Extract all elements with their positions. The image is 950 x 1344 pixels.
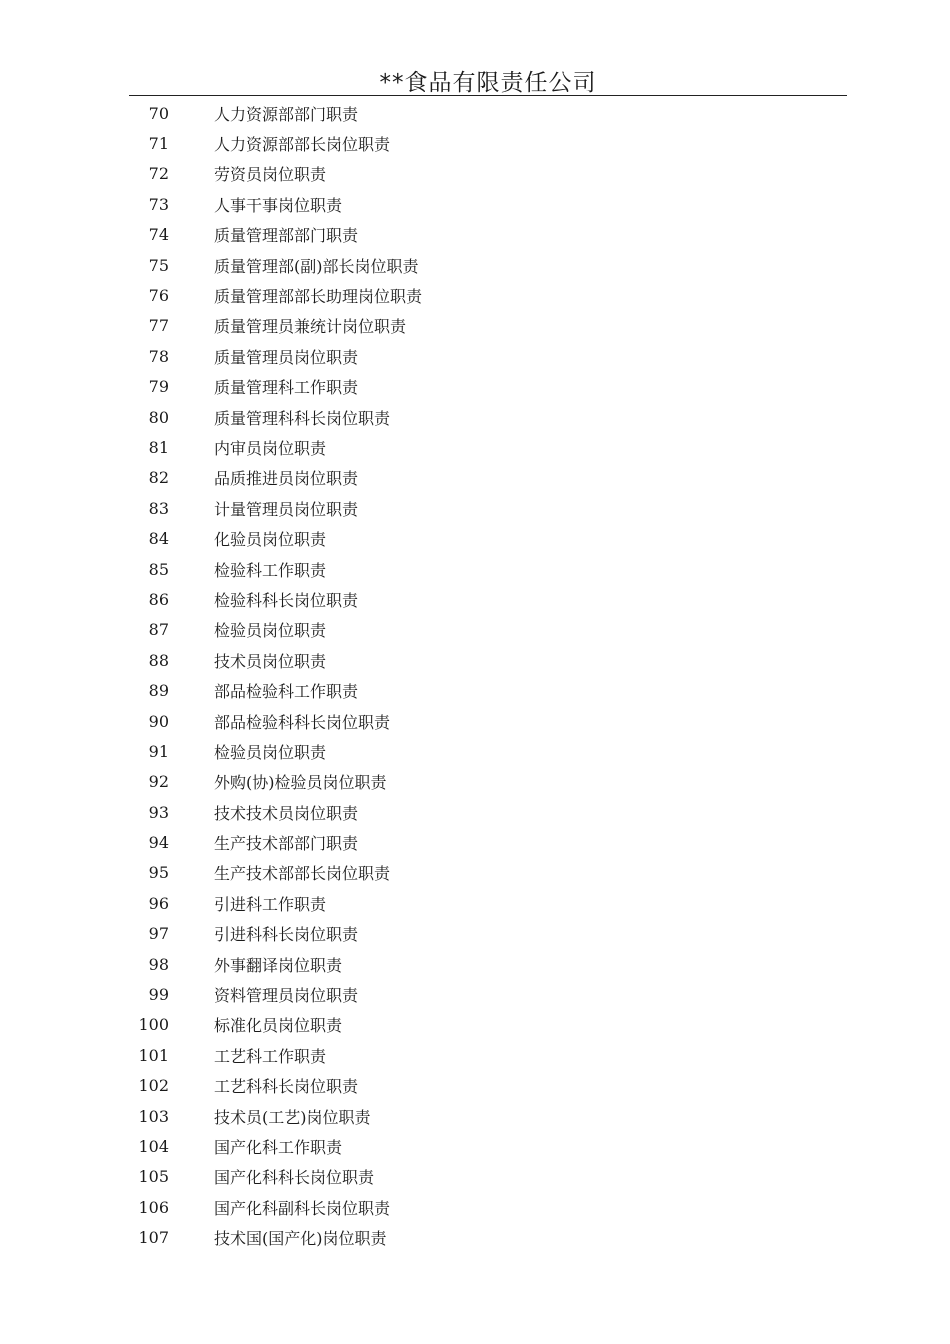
list-item [129,402,847,432]
item-label: 质量管理科工作职责 [214,378,359,398]
list-item [129,554,847,584]
list-item [129,706,847,736]
item-label: 工艺科科长岗位职责 [214,1077,359,1097]
item-number: 81 [148,437,169,457]
item-number: 103 [138,1106,169,1126]
item-label: 工艺科工作职责 [214,1046,327,1066]
item-number: 99 [148,985,169,1005]
list-item [129,341,847,371]
item-number: 104 [138,1136,169,1156]
list-item [129,827,847,857]
item-number: 85 [148,559,169,579]
item-number: 91 [148,741,169,761]
item-label: 国产化科科长岗位职责 [214,1168,375,1188]
item-number: 86 [148,589,169,609]
list-item [129,615,847,645]
item-number: 89 [148,681,169,701]
item-label: 国产化科副科长岗位职责 [214,1198,391,1218]
item-label: 外购(协)检验员岗位职责 [214,773,387,793]
item-number: 90 [148,711,169,731]
list-item [129,1192,847,1222]
list-item [129,736,847,766]
item-number: 92 [148,772,169,792]
item-number: 96 [148,893,169,913]
list-item [129,1010,847,1040]
item-label: 部品检验科工作职责 [214,682,359,702]
item-label: 人力资源部部门职责 [214,104,359,124]
item-label: 人力资源部部长岗位职责 [214,135,391,155]
item-label: 引进科科长岗位职责 [214,925,359,945]
item-label: 技术国(国产化)岗位职责 [214,1229,387,1249]
list-item [129,493,847,523]
item-label: 国产化科工作职责 [214,1137,343,1157]
item-number: 83 [148,498,169,518]
list-item [129,463,847,493]
item-label: 质量管理部部长助理岗位职责 [214,287,423,307]
item-number: 102 [138,1076,169,1096]
item-number: 107 [138,1228,169,1248]
list-item [129,98,847,128]
item-label: 技术员岗位职责 [214,651,327,671]
list-item [129,1162,847,1192]
item-label: 标准化员岗位职责 [214,1016,343,1036]
list-item [129,979,847,1009]
item-number: 100 [138,1015,169,1035]
item-label: 部品检验科科长岗位职责 [214,712,391,732]
document-list [129,98,847,1253]
list-item [129,797,847,827]
item-number: 98 [148,954,169,974]
item-label: 检验员岗位职责 [214,742,327,762]
list-item [129,858,847,888]
item-number: 97 [148,924,169,944]
item-label: 检验科工作职责 [214,560,327,580]
list-item [129,1222,847,1252]
item-label: 资料管理员岗位职责 [214,986,359,1006]
item-label: 检验员岗位职责 [214,621,327,641]
list-item [129,311,847,341]
list-item [129,584,847,614]
item-number: 105 [138,1167,169,1187]
list-item [129,372,847,402]
item-label: 引进科工作职责 [214,894,327,914]
list-item [129,280,847,310]
item-number: 74 [148,225,169,245]
item-number: 82 [148,468,169,488]
item-number: 70 [148,103,169,123]
list-item [129,1131,847,1161]
page-header [129,62,847,96]
list-item [129,159,847,189]
item-number: 95 [148,863,169,883]
item-label: 检验科科长岗位职责 [214,590,359,610]
item-number: 78 [148,346,169,366]
list-item [129,220,847,250]
item-label: 质量管理部部门职责 [214,226,359,246]
item-number: 72 [148,164,169,184]
item-number: 101 [138,1045,169,1065]
item-number: 87 [148,620,169,640]
item-label: 质量管理员兼统计岗位职责 [214,317,407,337]
list-item [129,645,847,675]
list-item [129,1101,847,1131]
item-number: 71 [148,134,169,154]
list-item [129,523,847,553]
item-label: 计量管理员岗位职责 [214,499,359,519]
item-label: 内审员岗位职责 [214,438,327,458]
item-label: 质量管理部(副)部长岗位职责 [214,256,419,276]
item-number: 106 [138,1197,169,1217]
list-item [129,949,847,979]
item-label: 外事翻译岗位职责 [214,955,343,975]
company-title: **食品有限责任公司 [379,70,597,96]
item-label: 劳资员岗位职责 [214,165,327,185]
list-item [129,888,847,918]
list-item [129,919,847,949]
item-number: 94 [148,833,169,853]
item-number: 76 [148,286,169,306]
item-label: 技术技术员岗位职责 [214,803,359,823]
item-number: 84 [148,529,169,549]
item-number: 77 [148,316,169,336]
list-item [129,128,847,158]
list-item [129,189,847,219]
list-item [129,250,847,280]
item-label: 生产技术部部门职责 [214,834,359,854]
item-label: 品质推进员岗位职责 [214,469,359,489]
item-label: 生产技术部部长岗位职责 [214,864,391,884]
list-item [129,1040,847,1070]
item-number: 80 [148,407,169,427]
list-item [129,675,847,705]
item-number: 79 [148,377,169,397]
item-label: 化验员岗位职责 [214,530,327,550]
item-label: 技术员(工艺)岗位职责 [214,1107,371,1127]
item-number: 75 [148,255,169,275]
list-item [129,767,847,797]
item-number: 88 [148,650,169,670]
item-label: 质量管理科科长岗位职责 [214,408,391,428]
item-label: 质量管理员岗位职责 [214,347,359,367]
item-number: 93 [148,802,169,822]
item-label: 人事干事岗位职责 [214,195,343,215]
list-item [129,1071,847,1101]
list-item [129,432,847,462]
item-number: 73 [148,194,169,214]
